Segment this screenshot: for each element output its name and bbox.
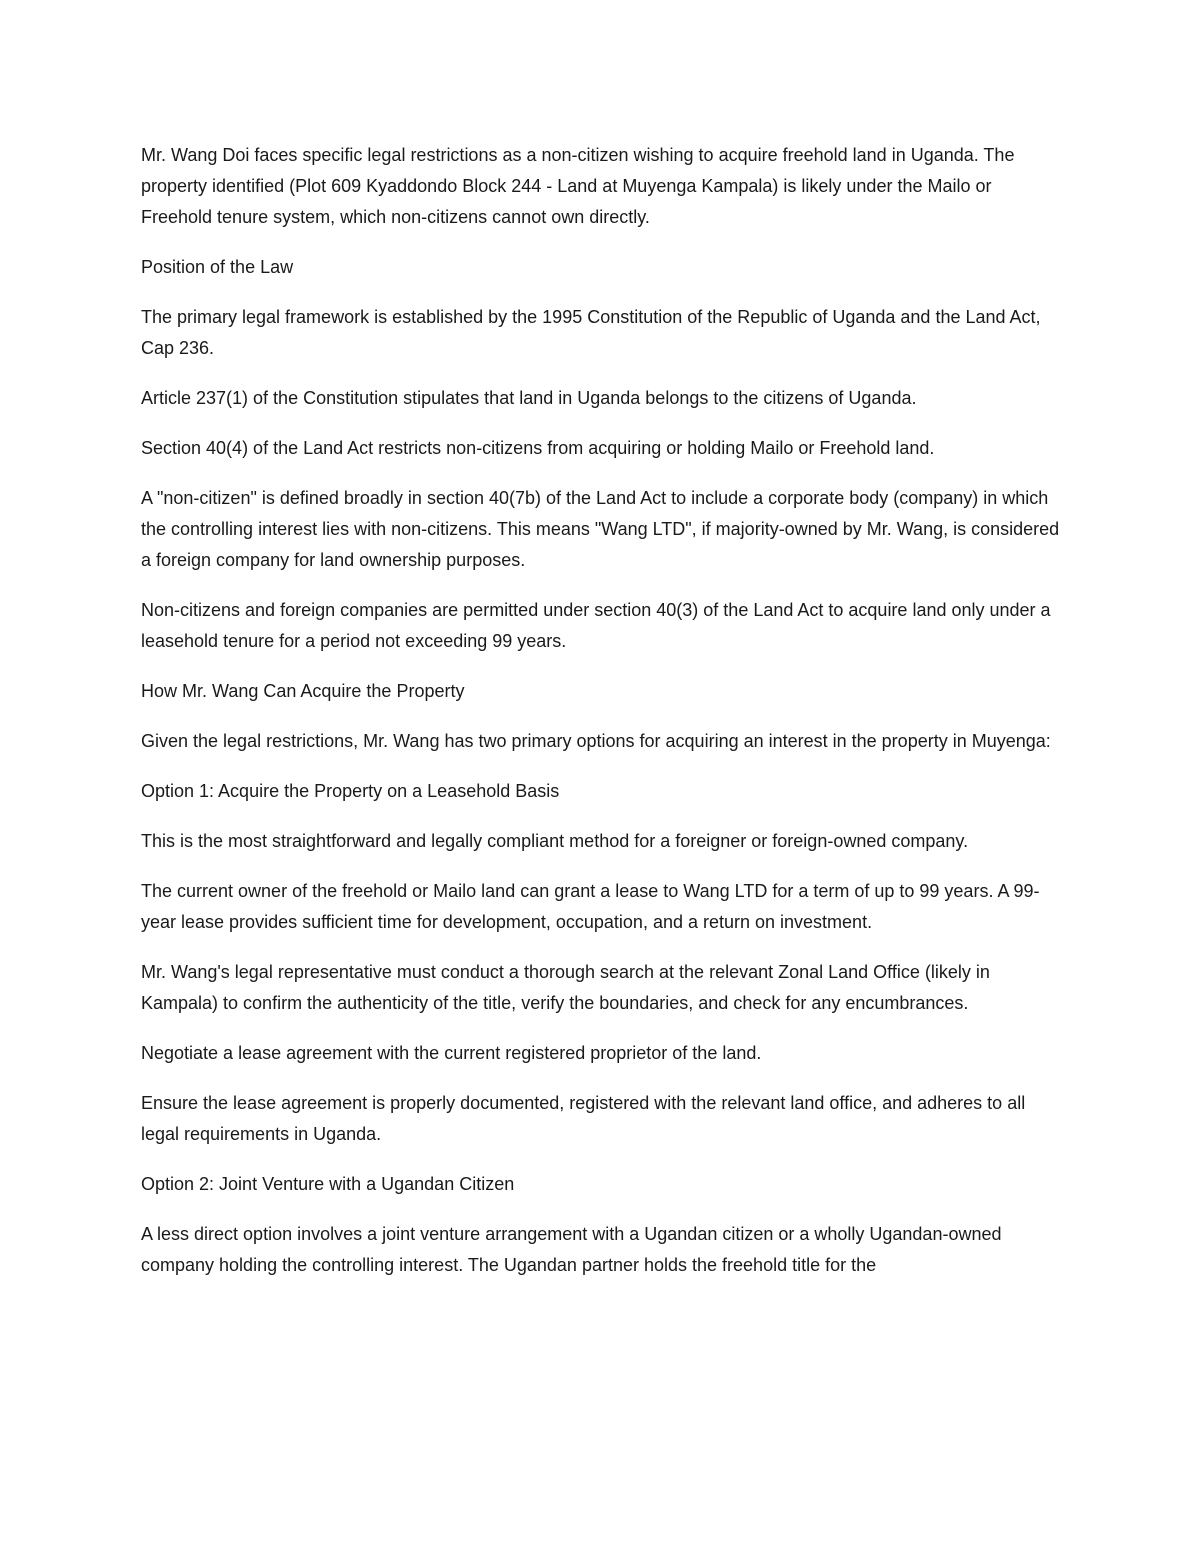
paragraph-options-intro: Given the legal restrictions, Mr. Wang has two primary options for acquiring an interest in the property in Muyenga: <box>141 731 1051 751</box>
paragraph-section-40-4: Section 40(4) of the Land Act restricts non-citizens from acquiring or holding Mailo or Freehold land. <box>141 438 935 458</box>
paragraph-register-lease: Ensure the lease agreement is properly documented, registered with the relevant land office, and adheres to all legal requirements in Uganda. <box>141 1093 1026 1144</box>
paragraph-joint-venture: A less direct option involves a joint venture arrangement with a Ugandan citizen or a wholly Ugandan-owned company holding the controlling interest. The Ugandan partner holds the freehold title for the <box>141 1224 1002 1275</box>
paragraph-article-237: Article 237(1) of the Constitution stipulates that land in Uganda belongs to the citizens of Uganda. <box>141 388 917 408</box>
heading-how-to-acquire: How Mr. Wang Can Acquire the Property <box>141 681 465 701</box>
document-body <box>141 140 1066 1300</box>
intro-paragraph: Mr. Wang Doi faces specific legal restrictions as a non-citizen wishing to acquire freehold land in Uganda. The property identified (Plot 609 Kyaddondo Block 244 - Land at Muyenga Kampala) is likely under the Mailo or Freehold tenure system, which non-citizens cannot own directly. <box>141 145 1015 227</box>
paragraph-leasehold-permission: Non-citizens and foreign companies are permitted under section 40(3) of the Land Act to acquire land only under a leasehold tenure for a period not exceeding 99 years. <box>141 600 1051 651</box>
paragraph-negotiate-lease: Negotiate a lease agreement with the current registered proprietor of the land. <box>141 1043 762 1063</box>
paragraph-title-search: Mr. Wang's legal representative must conduct a thorough search at the relevant Zonal Land Office (likely in Kampala) to confirm the authenticity of the title, verify the boundaries, and check for any encumbrances. <box>141 962 990 1013</box>
paragraph-option-1-summary: This is the most straightforward and legally compliant method for a foreigner or foreign-owned company. <box>141 831 969 851</box>
paragraph-non-citizen-definition: A "non-citizen" is defined broadly in section 40(7b) of the Land Act to include a corporate body (company) in which the controlling interest lies with non-citizens. This means "Wang LTD", if majority-owned by Mr. Wang, is considered a foreign company for land ownership purposes. <box>141 488 1060 570</box>
heading-option-1: Option 1: Acquire the Property on a Leasehold Basis <box>141 781 560 801</box>
heading-option-2: Option 2: Joint Venture with a Ugandan Citizen <box>141 1174 515 1194</box>
paragraph-legal-framework: The primary legal framework is established by the 1995 Constitution of the Republic of Uganda and the Land Act, Cap 236. <box>141 307 1041 358</box>
heading-position-of-law: Position of the Law <box>141 257 294 277</box>
paragraph-lease-grant: The current owner of the freehold or Mailo land can grant a lease to Wang LTD for a term of up to 99 years. A 99-year lease provides sufficient time for development, occupation, and a return on investment. <box>141 881 1040 932</box>
